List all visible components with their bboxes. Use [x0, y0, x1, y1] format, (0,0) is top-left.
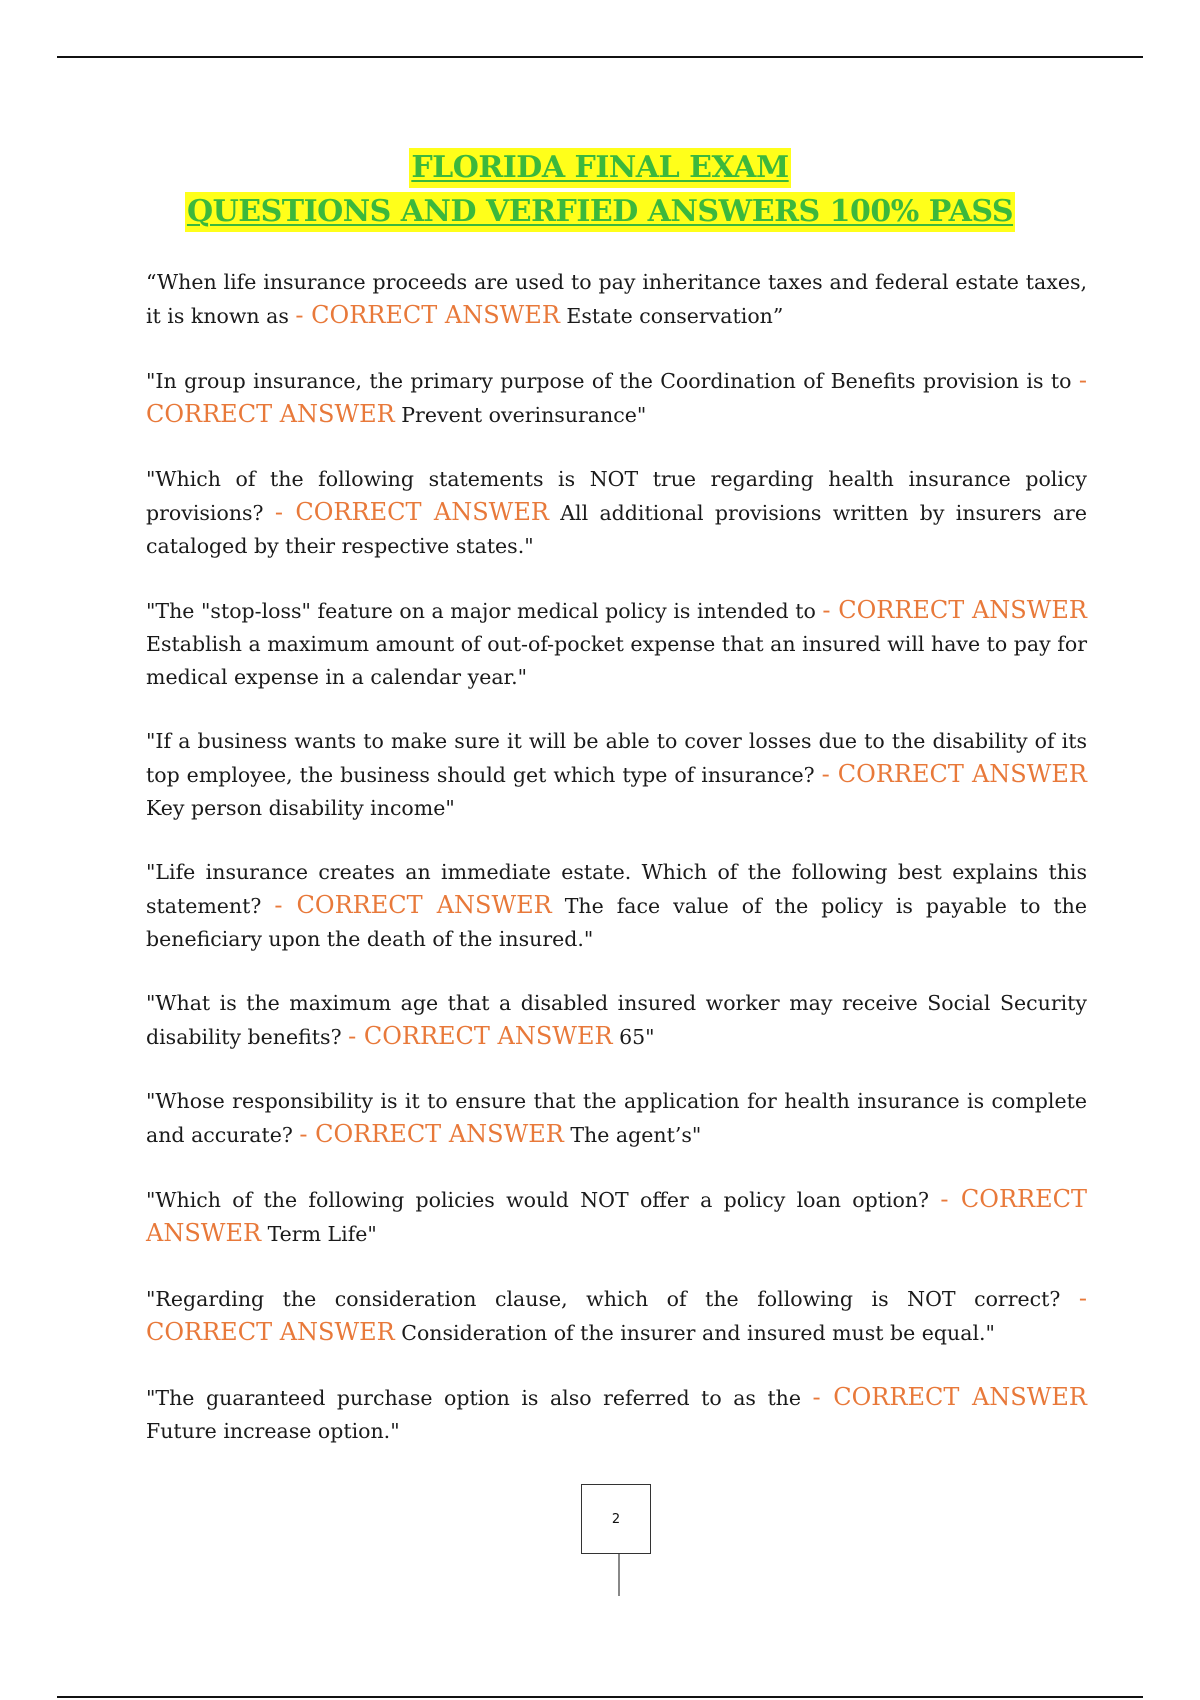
qa-item-5	[146, 725, 1087, 825]
correct-answer-tag: - CORRECT ANSWER	[146, 366, 1087, 428]
answer-text: Estate conservation”	[566, 304, 784, 328]
correct-answer-tag: - CORRECT ANSWER	[822, 596, 1087, 624]
page-title	[0, 146, 1200, 234]
question-text: “When life insurance proceeds are used to pay inheritance taxes and federal estate taxes, it is known as	[146, 270, 1087, 328]
correct-answer-tag: - CORRECT ANSWER	[274, 498, 549, 526]
correct-answer-tag: - CORRECT ANSWER	[146, 1185, 1087, 1247]
answer-text: Future increase option."	[146, 1419, 400, 1443]
qa-item-10	[146, 1282, 1087, 1350]
correct-answer-tag: - CORRECT ANSWER	[348, 1022, 613, 1050]
qa-item-2	[146, 364, 1087, 432]
correct-answer-tag: - CORRECT ANSWER	[812, 1383, 1087, 1411]
correct-answer-tag: - CORRECT ANSWER	[146, 1284, 1087, 1346]
qa-item-9	[146, 1183, 1087, 1251]
qa-item-6	[146, 856, 1087, 956]
question-text: "The guaranteed purchase option is also referred to as the	[146, 1386, 802, 1410]
correct-answer-tag: - CORRECT ANSWER	[821, 760, 1087, 788]
bottom-rule	[57, 1696, 1143, 1698]
question-text: "Life insurance creates an immediate estate. Which of the following best explains this statement?	[146, 860, 1087, 918]
qa-item-8	[146, 1085, 1087, 1152]
answer-text: Prevent overinsurance"	[401, 403, 647, 427]
correct-answer-tag: - CORRECT ANSWER	[274, 891, 552, 919]
correct-answer-tag: - CORRECT ANSWER	[295, 301, 560, 329]
question-text: "In group insurance, the primary purpose of the Coordination of Benefits provision is to	[146, 369, 1072, 393]
page-number-stem	[618, 1554, 620, 1596]
question-text: "What is the maximum age that a disabled insured worker may receive Social Security disability benefits?	[146, 991, 1087, 1049]
answer-text: All additional provisions written by insurers are cataloged by their respective states."	[146, 501, 1087, 558]
page-number-box	[581, 1484, 651, 1554]
page-number: 2	[611, 1511, 621, 1527]
answer-text: 65"	[619, 1025, 655, 1049]
qa-item-1	[146, 266, 1087, 333]
qa-item-11	[146, 1381, 1087, 1448]
answer-text: Key person disability income"	[146, 796, 455, 820]
title-line-1: FLORIDA FINAL EXAM	[409, 148, 790, 188]
qa-list	[146, 266, 1087, 1479]
top-rule	[57, 56, 1143, 58]
answer-text: The agent’s"	[570, 1123, 702, 1147]
question-text: "Which of the following statements is NOT true regarding health insurance policy provisions?	[146, 467, 1087, 525]
answer-text: Establish a maximum amount of out-of-pocket expense that an insured will have to pay for medical expense in a calendar year."	[146, 632, 1087, 689]
qa-item-4	[146, 594, 1087, 694]
answer-text: Term Life"	[267, 1222, 377, 1246]
answer-text: Consideration of the insurer and insured must be equal."	[401, 1321, 995, 1345]
correct-answer-tag: - CORRECT ANSWER	[299, 1120, 564, 1148]
question-text: "Which of the following policies would NOT offer a policy loan option?	[146, 1188, 930, 1212]
qa-item-7	[146, 987, 1087, 1054]
question-text: "The "stop-loss" feature on a major medical policy is intended to	[146, 599, 816, 623]
title-line-2: QUESTIONS AND VERFIED ANSWERS 100% PASS	[185, 192, 1015, 232]
answer-text: The face value of the policy is payable to the beneficiary upon the death of the insured."	[146, 894, 1087, 951]
question-text: "Regarding the consideration clause, which of the following is NOT correct?	[146, 1287, 1061, 1311]
question-text: "Whose responsibility is it to ensure that the application for health insurance is complete and accurate?	[146, 1089, 1087, 1147]
qa-item-3	[146, 463, 1087, 563]
question-text: "If a business wants to make sure it will be able to cover losses due to the disability of its top employee, the business should get which type of insurance?	[146, 729, 1087, 787]
